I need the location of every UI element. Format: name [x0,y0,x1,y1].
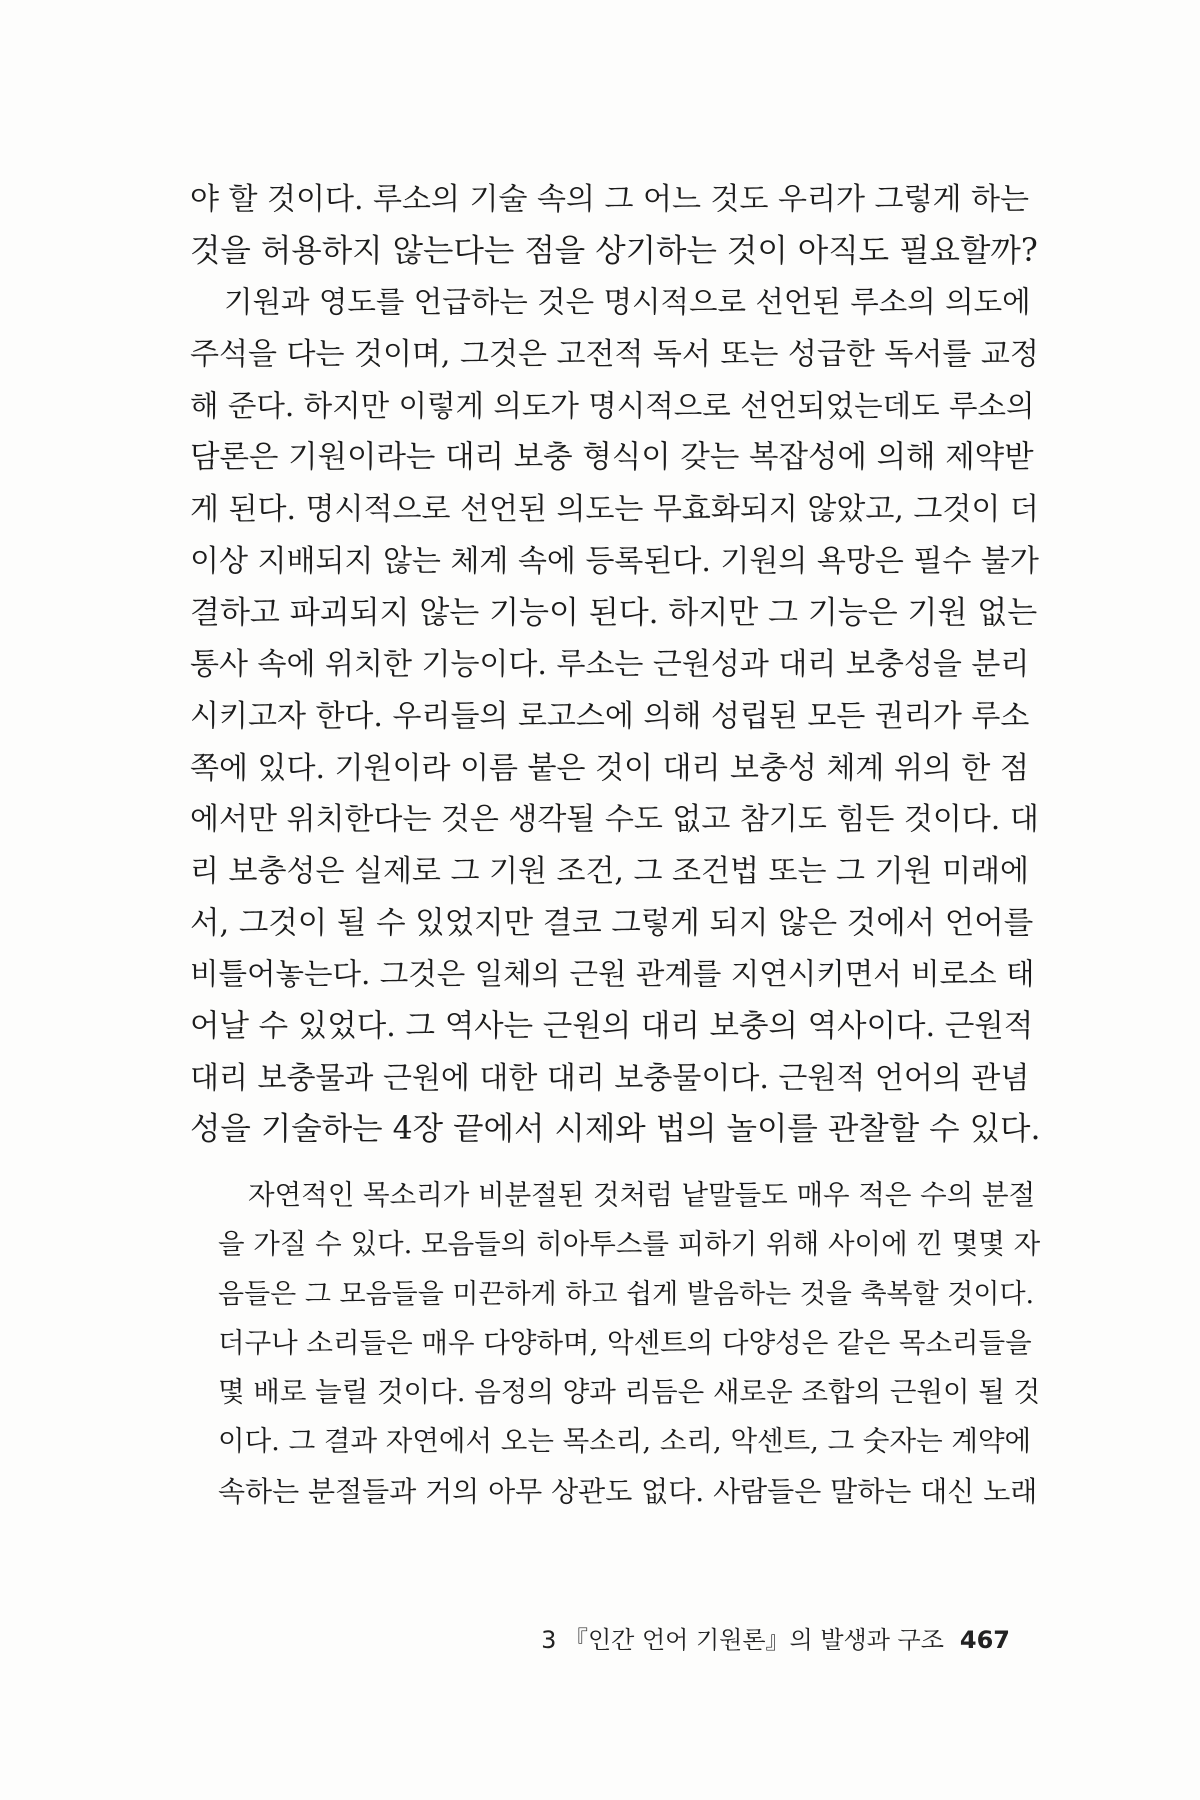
block-quote [218,1171,1040,1516]
quote-line: 속하는 분절들과 거의 아무 상관도 없다. 사람들은 말하는 대신 노래 [218,1474,1038,1508]
quote-line: 음들은 그 모음들을 미끈하게 하고 쉽게 발음하는 것을 축복할 것이다. [218,1278,1035,1310]
text-line: 주석을 다는 것이며, 그것은 고전적 독서 또는 성급한 독서를 교정 [190,337,1039,373]
text-line: 것을 허용하지 않는다는 점을 상기하는 것이 아직도 필요할까? [190,232,1038,269]
text-line: 담론은 기원이라는 대리 보충 형식이 갖는 복잡성에 의해 제약받 [190,440,1034,476]
text-line: 해 준다. 하지만 이렇게 의도가 명시적으로 선언되었는데도 루소의 [190,388,1035,423]
text-line: 어날 수 있었다. 그 역사는 근원의 대리 보충의 역사이다. 근원적 [190,1009,1034,1044]
page-number: 467 [959,1626,1010,1654]
text-line: 결하고 파괴되지 않는 기능이 된다. 하지만 그 기능은 기원 없는 [190,594,1038,631]
quote-line: 이다. 그 결과 자연에서 오는 목소리, 소리, 악센트, 그 숫자는 계약에 [218,1425,1032,1458]
main-text [190,174,1040,1156]
chapter-title: 3 『인간 언어 기원론』의 발생과 구조 [541,1626,944,1654]
text-line: 이상 지배되지 않는 체계 속에 등록된다. 기원의 욕망은 필수 불가 [190,543,1039,579]
text-line: 야 할 것이다. 루소의 기술 속의 그 어느 것도 우리가 그렇게 하는 [190,182,1029,217]
text-line: 서, 그것이 될 수 있었지만 결코 그렇게 되지 않은 것에서 언어를 [190,905,1034,941]
quote-line: 자연적인 목소리가 비분절된 것처럼 낱말들도 매우 적은 수의 분절 [248,1179,1036,1211]
text-line: 시키고자 한다. 우리들의 로고스에 의해 성립된 모든 권리가 루소 [190,698,1030,734]
text-line: 대리 보충물과 근원에 대한 대리 보충물이다. 근원적 언어의 관념 [190,1060,1030,1096]
text-line: 비틀어놓는다. 그것은 일체의 근원 관계를 지연시키면서 비로소 태 [190,957,1035,992]
text-line: 성을 기술하는 4장 끝에서 시제와 법의 놀이를 관찰할 수 있다. [190,1111,1041,1148]
text-line: 쪽에 있다. 기원이라 이름 붙은 것이 대리 보충성 체계 위의 한 점 [190,750,1029,786]
quote-line: 을 가질 수 있다. 모음들의 히아투스를 피하기 위해 사이에 낀 몇몇 자 [218,1228,1041,1261]
text-line: 통사 속에 위치한 기능이다. 루소는 근원성과 대리 보충성을 분리 [190,647,1030,683]
running-footer [541,1620,1010,1655]
text-line: 에서만 위치한다는 것은 생각될 수도 없고 참기도 힘든 것이다. 대 [190,802,1039,838]
text-line: 리 보충성은 실제로 그 기원 조건, 그 조건법 또는 그 기원 미래에 [190,853,1029,889]
text-line: 게 된다. 명시적으로 선언된 의도는 무효화되지 않았고, 그것이 더 [190,492,1039,528]
text-line: 기원과 영도를 언급하는 것은 명시적으로 선언된 루소의 의도에 [224,285,1031,320]
quote-line: 몇 배로 늘릴 것이다. 음정의 양과 리듬은 새로운 조합의 근원이 될 것 [218,1376,1041,1409]
quote-line: 더구나 소리들은 매우 다양하며, 악센트의 다양성은 같은 목소리들을 [218,1326,1032,1359]
